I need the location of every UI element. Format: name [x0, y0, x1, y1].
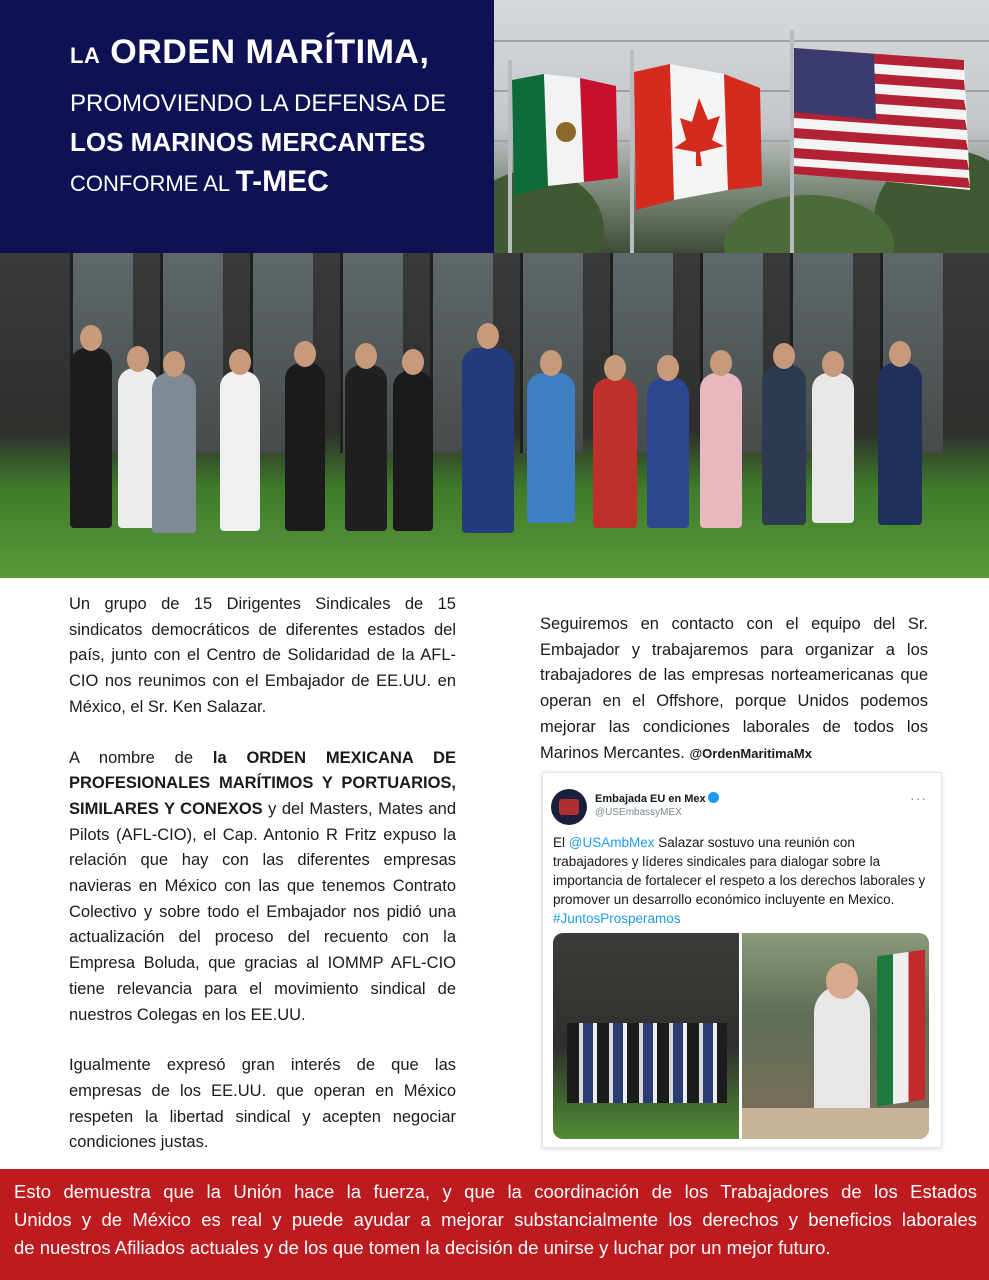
banner-line-3: de nuestros Afiliados actuales y de los que tomen la decisión de unirse y luchar por un mejor futuro. [14, 1237, 831, 1258]
paragraph-2-rest: y del Masters, Mates and Pilots (AFL-CIO), el Cap. Antonio R Fritz expuso la relación que hay con las diferentes empresas navieras en México con las que tenemos Contrato Colectivo y sobre todo el Embajador nos pidió una actualización del proceso del recuento con la Empresa Boluda, que gracias al IOMMP AFL-CIO tiene relevancia para el movimiento sindical de nuestros Colegas en los EE.UU. [69, 799, 457, 1024]
more-options-icon: ··· [910, 790, 927, 806]
right-column [540, 612, 928, 766]
paragraph-2-bold: la ORDEN MEXICANA DE PROFESIONALES MARÍTIMOS Y PORTUARIOS, SIMILARES Y CONEXOS [69, 748, 456, 818]
tweet-group-photo [553, 933, 739, 1139]
tweet-hashtag: #JuntosProsperamos [553, 911, 681, 926]
tweet-text [553, 833, 933, 928]
title-main: ORDEN MARÍTIMA, [110, 33, 430, 71]
tweet-media [553, 933, 929, 1139]
tweet-account-handle: @USEmbassyMEX [595, 807, 682, 818]
banner-line-1: Esto demuestra que la Unión hace la fuerza, y que la coordinación de los Trabajadores de los Estados [14, 1181, 977, 1202]
left-column [69, 592, 456, 1181]
subtitle-line-3-prefix: CONFORME AL [70, 171, 230, 196]
tweet-speaker-photo [742, 933, 929, 1139]
paragraph-2 [69, 746, 456, 1029]
tweet-text-prefix: El [553, 835, 569, 850]
subtitle-line-1: PROMOVIENDO LA DEFENSA DE [70, 90, 447, 117]
embassy-seal-icon [559, 799, 579, 815]
paragraph-4 [540, 612, 928, 766]
title-prefix: LA [70, 43, 101, 68]
paragraph-3: Igualmente expresó gran interés de que las empresas de los EE.UU. que operan en México respeten la libertad sindical y acepten negociar condiciones justas. [69, 1056, 456, 1152]
footer-banner [0, 1169, 989, 1280]
paragraph-1: Un grupo de 15 Dirigentes Sindicales de 15 sindicatos democráticos de diferentes estados del país, junto con el Centro de Solidaridad de la AFL-CIO nos reunimos con el Embajador de EE.UU. en México, el Sr. Ken Salazar. [69, 595, 456, 716]
social-handle: @OrdenMaritimaMx [689, 745, 812, 761]
verified-badge-icon [708, 792, 719, 803]
tweet-mention: @USAmbMex [568, 835, 655, 850]
mexico-flag-image [494, 0, 989, 253]
subtitle-line-3-bold: T-MEC [235, 165, 329, 198]
tweet-account-name-text: Embajada EU en Mex [595, 793, 706, 805]
tweet-account-name [595, 792, 719, 805]
paragraph-2-start: A nombre de [69, 748, 213, 767]
group-photo [0, 253, 989, 578]
tweet-card [542, 772, 942, 1148]
avatar [551, 789, 587, 825]
paragraph-4-text: Seguiremos en contacto con el equipo del Sr. Embajador y trabajaremos para organizar a los trabajadores de las empresas norteamericanas que operan en el Offshore, porque Unidos podemos mejorar las condiciones laborales de todos los Marinos Mercantes. [540, 615, 928, 762]
subtitle-line-3 [70, 160, 494, 206]
tweet-text-body: Salazar sostuvo una reunión con trabajadores y líderes sindicales para dialogar sobre la importancia de fortalecer el respeto a los derechos laborales y promover un desarrollo económico incluyente en Mexico. [553, 835, 926, 907]
flags-photo [494, 0, 989, 253]
title-block [0, 0, 494, 253]
mexico-flag-image [877, 950, 925, 1107]
banner-line-2: Unidos y de México es real y puede ayudar a mejorar substancialmente los derechos y beneficios laborales [14, 1209, 977, 1230]
page-title [70, 30, 494, 78]
subtitle-line-2: LOS MARINOS MERCANTES [70, 127, 426, 157]
